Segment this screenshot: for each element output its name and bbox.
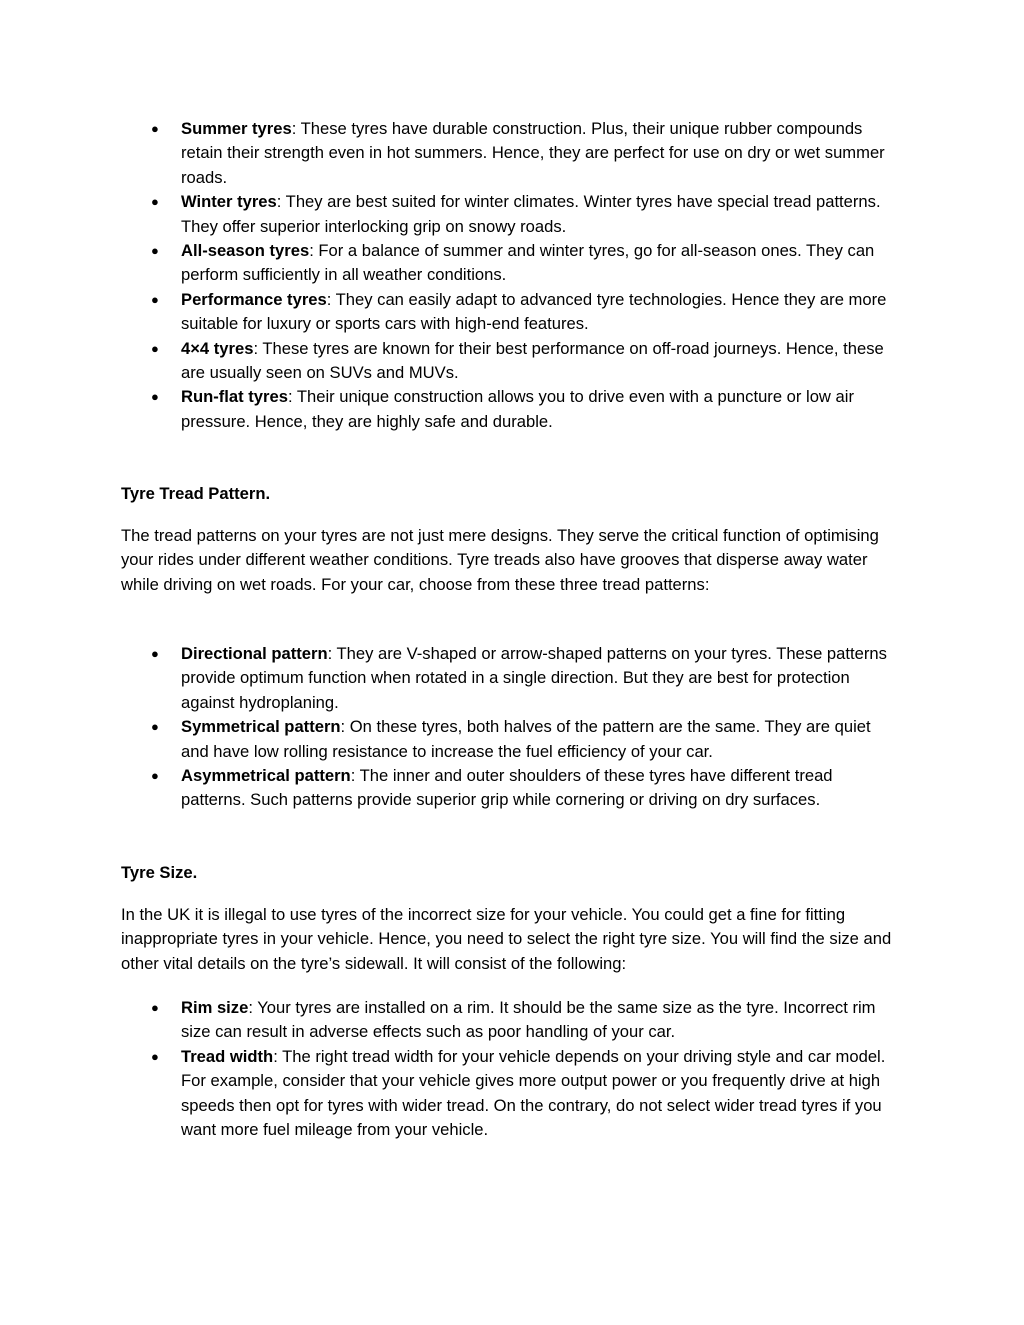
bullet-icon: ●: [151, 1048, 159, 1064]
list-item: [121, 337, 901, 386]
bullet-icon: ●: [151, 194, 159, 210]
bullet-icon: ●: [151, 1000, 159, 1015]
bullet-icon: ●: [151, 389, 159, 405]
list-item-text: : For a balance of summer and winter tyres, go for all-season ones. They can perform sufficiently in all weather conditions.: [181, 241, 875, 285]
section-heading: Tyre Tread Pattern.: [121, 484, 271, 503]
bullet-icon: ●: [151, 291, 159, 307]
list-item-term: Symmetrical pattern: [181, 717, 341, 737]
size-details-section: [121, 996, 901, 1142]
list-item-term: Winter tyres: [181, 192, 277, 212]
list-item-text: : These tyres are known for their best performance on off-road journeys. Hence, these are usually seen on SUVs and MUVs.: [181, 338, 884, 383]
list-item: [121, 190, 901, 239]
list-item: [121, 764, 901, 813]
list-item-text: : These tyres have durable construction. Plus, their unique rubber compounds retain their strength even in hot summers. Hence, they are perfect for use on dry or wet summer roads.: [181, 119, 885, 187]
size-paragraph-block: [121, 903, 901, 976]
list-item-term: Rim size: [181, 998, 249, 1017]
bullet-icon: ●: [151, 719, 159, 735]
list-item-text: : They are best suited for winter climates. Winter tyres have special tread patterns. They offer superior interlocking grip on snowy roads.: [181, 192, 881, 236]
tread-patterns-list: [121, 642, 901, 813]
list-item-term: Summer tyres: [181, 119, 292, 138]
tyre-types-list: [121, 117, 901, 434]
size-details-list: [121, 996, 901, 1142]
list-item-text: : They are V-shaped or arrow-shaped patterns on your tyres. These patterns provide optimum function when rotated in a single direction. But they are best for protection against hydroplaning.: [181, 644, 887, 712]
list-item-term: Run-flat tyres: [181, 387, 288, 407]
list-item: [121, 642, 901, 715]
tread-paragraph-block: [121, 524, 901, 597]
list-item-term: Directional pattern: [181, 644, 328, 663]
list-item-term: All-season tyres: [181, 241, 310, 261]
tread-patterns-section: [121, 642, 901, 813]
list-item-text: : They can easily adapt to advanced tyre technologies. Hence they are more suitable for luxury or sports cars with high-end features.: [181, 289, 887, 334]
list-item-text: : Their unique construction allows you to drive even with a puncture or low air pressure. Hence, they are highly safe and durable.: [181, 387, 854, 431]
size-section: [121, 861, 901, 885]
list-item: [121, 1045, 901, 1143]
list-item: [121, 385, 901, 434]
bullet-icon: ●: [151, 340, 159, 356]
list-item-term: 4×4 tyres: [181, 338, 254, 358]
paragraph: In the UK it is illegal to use tyres of the incorrect size for your vehicle. You could get a fine for fitting inappropriate tyres in your vehicle. Hence, you need to select the right tyre size. You will find the size and other vital details on the tyre’s sidewall. It will consist of the following:: [121, 905, 892, 973]
list-item-term: Tread width: [181, 1046, 274, 1066]
list-item-text: : The inner and outer shoulders of these tyres have different tread patterns. Such patterns provide superior grip while cornering or driving on dry surfaces.: [181, 766, 833, 810]
list-item: [121, 239, 901, 288]
section-heading: Tyre Size.: [121, 863, 198, 882]
list-item-text: : On these tyres, both halves of the pattern are the same. They are quiet and have low rolling resistance to increase the fuel efficiency of your car.: [181, 717, 871, 761]
list-item: [121, 996, 901, 1045]
list-item-term: Asymmetrical pattern: [181, 766, 351, 786]
bullet-icon: ●: [151, 121, 159, 136]
bullet-icon: ●: [151, 768, 159, 784]
paragraph: The tread patterns on your tyres are not just mere designs. They serve the critical function of optimising your rides under different weather conditions. Tyre treads also have grooves that disperse away water while driving on wet roads. For your car, choose from these three tread patterns:: [121, 526, 879, 594]
list-item-term: Performance tyres: [181, 289, 327, 309]
list-item: [121, 288, 901, 337]
tyre-types-section: [121, 117, 901, 434]
list-item: [121, 117, 901, 190]
list-item-text: : The right tread width for your vehicle depends on your driving style and car model. For example, consider that your vehicle gives more output power or you frequently drive at high speeds then opt for tyres with wider tread. On the contrary, do not select wider tread tyres if you want more fuel mileage from your vehicle.: [181, 1046, 886, 1140]
bullet-icon: ●: [151, 243, 159, 259]
list-item: [121, 715, 901, 764]
list-item-text: : Your tyres are installed on a rim. It should be the same size as the tyre. Incorrect rim size can result in adverse effects such as poor handling of your car.: [181, 998, 876, 1042]
bullet-icon: ●: [151, 646, 159, 661]
tread-section: [121, 482, 901, 506]
